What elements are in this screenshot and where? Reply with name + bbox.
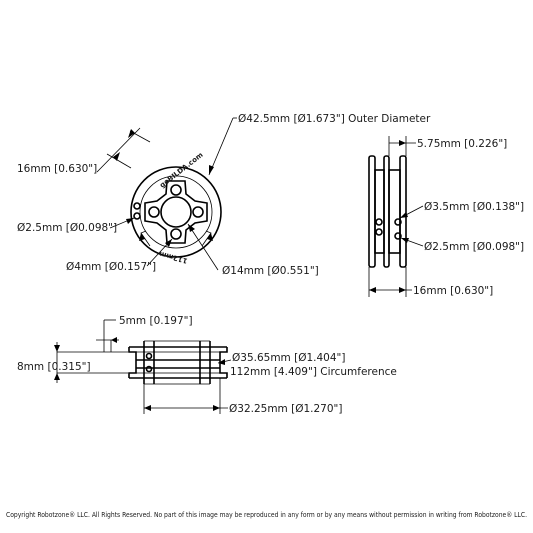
center-bore-label: Ø14mm [Ø0.551"] [222,265,319,277]
circumference-label: 112mm [4.409"] Circumference [230,366,397,378]
center-bore-leader [188,224,218,270]
small-hole-upper [134,203,140,209]
hub-arrow-1 [144,405,151,411]
height-arrow-1 [54,345,60,352]
height-label: 8mm [0.315"] [17,361,91,373]
side-flange-right [400,156,406,267]
side-view [369,136,524,297]
pitch-diameter-label: Ø35.65mm [Ø1.404"] [232,352,346,364]
center-bore-circle [161,197,191,227]
hole-large-label: Ø3.5mm [Ø0.138"] [424,201,525,213]
section-hole-1 [147,354,152,359]
small-hole-lower [134,213,140,219]
side-hole-1 [376,219,382,225]
width-label: 16mm [0.630"] [17,163,98,175]
mount-hole-right [193,207,203,217]
groove-arrow [399,140,406,146]
flange-arrow [111,337,117,343]
overall-width-label: 16mm [0.630"] [413,285,494,297]
outer-diameter-arrow [209,165,214,175]
section-left-cap [129,347,136,378]
pulley-inner-face [140,176,212,248]
mount-hole-label: Ø4mm [Ø0.157"] [66,261,157,273]
hub-diameter-label: Ø32.25mm [Ø1.270"] [229,403,343,415]
width-arrow-1 [113,152,120,161]
height-arrow-2 [54,373,60,380]
width-ext-line-1 [107,154,131,168]
small-hole-label: Ø2.5mm [Ø0.098"] [17,222,118,234]
width-dim-line [97,128,140,172]
groove-width-label: 5.75mm [0.226"] [417,138,508,150]
side-core-right [389,170,400,253]
copyright-notice: Copyright Robotzone® LLC. All Rights Reserved. No part of this image may be reproduced in any form or by any means without permission in writing from Robotzone® LLC. [6,510,527,519]
side-hole-2 [376,229,382,235]
outer-diameter-label: Ø42.5mm [Ø1.673"] Outer Diameter [238,113,431,125]
mount-hole-bottom [171,229,181,239]
overall-arrow-2 [399,287,406,293]
overall-arrow-1 [369,287,376,293]
side-core-left [375,170,384,253]
hub-arrow-2 [213,405,220,411]
side-flange-left [369,156,375,267]
mount-hole-left [149,207,159,217]
mount-hole-top [171,185,181,195]
brand-text: goBILDA.com [158,150,205,190]
section-hole-2 [147,367,152,372]
rim-text: 112mm [158,249,189,265]
section-view [17,315,397,415]
flange-thickness-label: 5mm [0.197"] [119,315,193,327]
pulley-cross-hub [145,181,207,243]
hole-small-arrow [401,238,409,243]
hole-small-label: Ø2.5mm [Ø0.098"] [424,241,525,253]
